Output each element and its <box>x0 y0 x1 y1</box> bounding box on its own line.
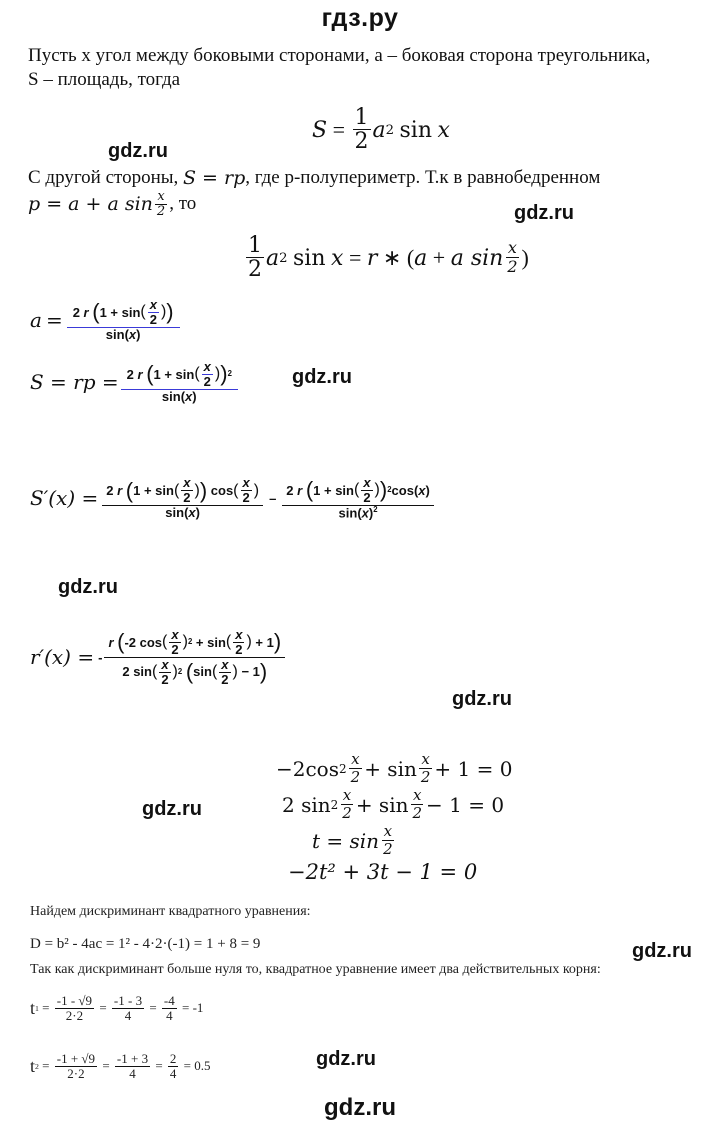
intro-line-1: Пусть x угол между боковыми сторонами, a – боковая сторона треугольника, <box>28 45 651 66</box>
watermark-7: gdz.ru <box>632 940 692 962</box>
formula-s-derivative: S′(x) = 2 r ( 1 + sin ( $\frac{x}{2}$ ) ) cos ( $\frac{x}{2}$ ) sin(x) – 2 r ( 1 + sin ( $\frac{x}{2}$ ) ) 2 cos( x ) $\sin(x)^2$ <box>30 476 436 521</box>
watermark-5: gdz.ru <box>452 688 512 710</box>
watermark-6: gdz.ru <box>142 798 202 820</box>
other-side-line: С другой стороны, S = rp , где р-полупериметр. Т.к в равнобедренном <box>28 167 601 189</box>
formula-r-derivative: r′(x) = - r ( -2 cos ( $\frac{x}{2}$ ) 2 + sin ( $\frac{x}{2}$ ) + 1 ) 2 sin ( $\frac{x}{2}$ ) 2 ( sin ( $\frac{x}{2}$ ) − 1 ) <box>30 628 287 687</box>
site-title: гдз.ру <box>321 4 399 32</box>
watermark-1: gdz.ru <box>108 140 168 162</box>
formula-s-rp: S = rp = 2 r ( 1 + sin ( $\frac{x}{2}$ ) ) 2 sin(x) <box>30 360 240 404</box>
formula-area: S = $\frac{1}{2}$ a 2 sin x <box>312 105 450 155</box>
intro-line-2: S – площадь, тогда <box>28 69 181 90</box>
formula-a: a = 2 r ( 1 + sin ( $\frac{x}{2}$ ) ) sin(x) <box>30 298 182 342</box>
formula-equation: $\frac{1}{2}$ a 2 sin x = r ∗ ( a + a sin $\frac{x}{2}$ ) <box>248 233 529 283</box>
p-formula-line: p = a + a sin $\frac{x}{2}$ , то <box>28 189 197 219</box>
watermark-2: gdz.ru <box>514 202 574 224</box>
watermark-4: gdz.ru <box>58 576 118 598</box>
footer-site: gdz.ru <box>324 1094 396 1121</box>
watermark-8: gdz.ru <box>316 1048 376 1070</box>
watermark-3: gdz.ru <box>292 366 352 388</box>
root-t1: t 1 = $\frac{-1 - √9}{2\cdot 2}$ = $\frac{-1 - 3}{4}$ = $\frac{-4}{4}$ = -1 <box>30 993 204 1023</box>
equation-cos: −2cos 2 $\frac{x}{2}$ + sin $\frac{x}{2}$ + 1 = 0 <box>276 750 513 786</box>
root-t2: t 2 = $\frac{-1 + √9}{2\cdot 2}$ = $\frac{-1 + 3}{4}$ = $\frac{2}{4}$ = 0.5 <box>30 1051 211 1081</box>
discriminant-note: Так как дискриминант больше нуля то, квадратное уравнение имеет два действительных корня: <box>30 962 601 977</box>
discriminant-title: Найдем дискриминант квадратного уравнения: <box>30 904 311 919</box>
discriminant-formula: D = b² - 4ac = 1² - 4·2·(-1) = 1 + 8 = 9 <box>30 936 261 952</box>
equation-quadratic: −2t² + 3t − 1 = 0 <box>288 860 478 884</box>
intro-paragraph <box>28 44 718 92</box>
equation-substitution: t = sin $\frac{x}{2}$ <box>312 822 393 858</box>
equation-sin: 2 sin 2 $\frac{x}{2}$ + sin $\frac{x}{2}$ − 1 = 0 <box>282 786 505 822</box>
